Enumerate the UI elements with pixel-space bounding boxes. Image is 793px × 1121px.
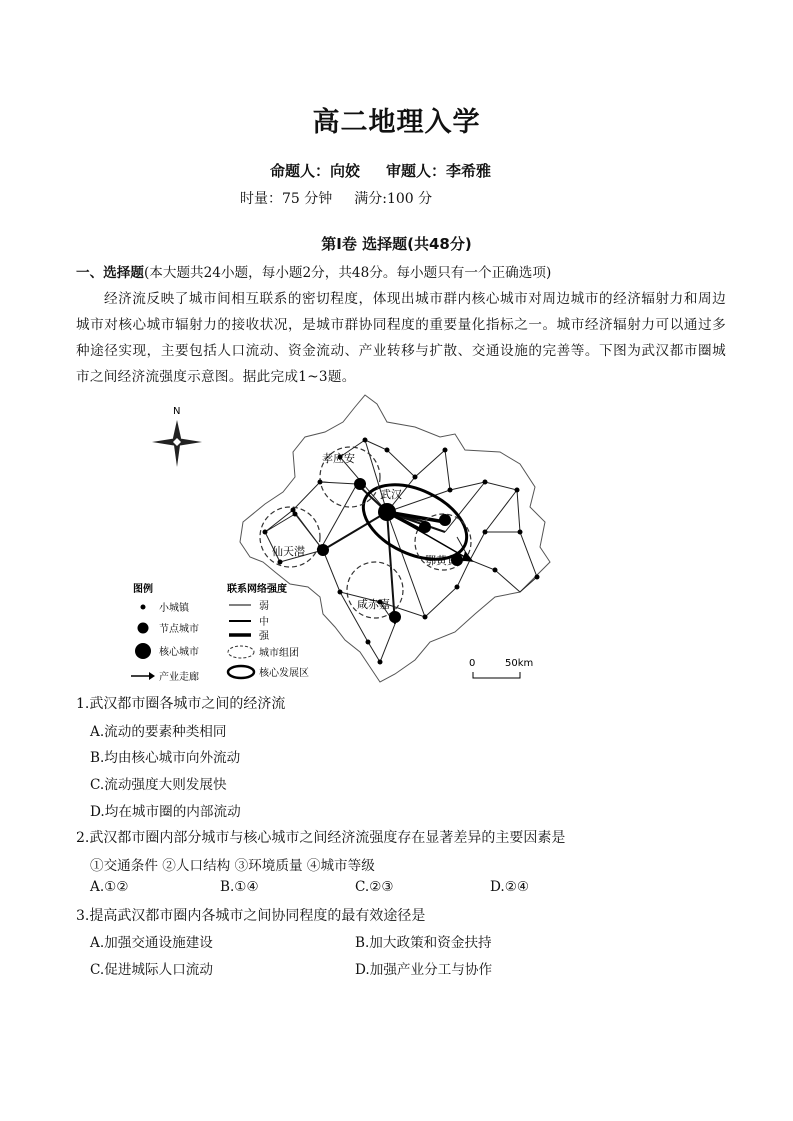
full-score: 满分:100 分 <box>354 191 433 207</box>
question-2-option-b: B.①④ <box>220 879 259 895</box>
question-1-stem: 1.武汉都市圈各城市之间的经济流 <box>76 696 286 712</box>
passage-text: 经济流反映了城市间相互联系的密切程度，体现出城市群内核心城市对周边城市的经济辐射力和周边城市对核心城市辐射力的接收状况，是城市群协同程度的重要量化指标之一。城市经济辐射力可以通过多种途径实现，主要包括人口流动、资金流动、产业转移与扩散、交通设施的完善等。下图为武汉都市圈城市之间经济流强度示意图。据此完成1~3题。 <box>76 291 726 385</box>
legend-core-city: 核心城市 <box>159 647 199 658</box>
legend-weak: 弱 <box>259 601 269 612</box>
legend-strength-title: 联系网络强度 <box>227 584 287 595</box>
question-3-stem: 3.提高武汉都市圈内各城市之间协同程度的最有效途径是 <box>76 908 426 924</box>
wuhan-metro-map <box>125 392 565 687</box>
scale-bar <box>469 658 533 678</box>
map-legend <box>131 582 309 683</box>
question-1-option-c: C.流动强度大则发展快 <box>90 777 227 793</box>
core-city-wuhan <box>378 503 396 521</box>
legend-corridor: 产业走廊 <box>159 672 199 683</box>
north-label: N <box>173 406 181 417</box>
label-wuhan: 武汉 <box>380 488 402 501</box>
question-2-option-a: A.①② <box>90 879 129 895</box>
instruction-text: (本大题共24小题，每小题2分，共48分。每小题只有一个正确选项) <box>143 265 552 281</box>
legend-core-zone: 核心发展区 <box>259 668 309 679</box>
section-instruction <box>76 261 551 281</box>
question-1-option-d: D.均在城市圈的内部流动 <box>90 804 241 820</box>
legend-city-group: 城市组团 <box>259 648 299 659</box>
legend-medium: 中 <box>259 617 269 628</box>
question-1-option-a: A.流动的要素种类相同 <box>90 724 227 740</box>
scale-end: 50km <box>505 658 534 669</box>
city-group-xiantianqian <box>260 507 320 567</box>
legend-small-town: 小城镇 <box>159 603 189 614</box>
time-limit: 时量：75 分钟 <box>240 191 333 207</box>
question-2-option-d: D.②④ <box>490 879 530 895</box>
instruction-label: 一、选择题 <box>76 265 144 281</box>
region-outline <box>240 395 550 682</box>
exam-meta <box>240 188 432 208</box>
question-3-option-c: C.促进城际人口流动 <box>90 962 213 978</box>
legend-strong: 强 <box>259 631 269 642</box>
question-3-option-b: B.加大政策和资金扶持 <box>355 935 492 951</box>
label-xiantianqian: 仙天潜 <box>272 545 305 558</box>
label-xiaogan: 孝应安 <box>322 452 355 465</box>
label-ehuanghuang: 鄂黄黄 <box>425 554 458 567</box>
reading-passage <box>76 286 726 390</box>
question-3-option-d: D.加强产业分工与协作 <box>355 962 493 978</box>
question-2-option-c: C.②③ <box>355 879 394 895</box>
reviewer: 审题人：李希雅 <box>386 162 492 180</box>
author: 命题人：向姣 <box>270 162 361 180</box>
legend-title: 图例 <box>133 584 153 595</box>
question-3-option-a: A.加强交通设施建设 <box>90 935 213 951</box>
question-2-factors: ①交通条件 ②人口结构 ③环境质量 ④城市等级 <box>90 858 375 874</box>
compass-icon <box>152 406 202 467</box>
label-xianchi: 咸赤嘉 <box>357 598 390 611</box>
scale-start: 0 <box>469 658 476 669</box>
page-title: 高二地理入学 <box>312 107 481 138</box>
question-2-stem: 2.武汉都市圈内部分城市与核心城市之间经济流强度存在显著差异的主要因素是 <box>76 830 566 846</box>
city-groups <box>260 447 471 618</box>
section-title: 第Ⅰ卷 选择题(共48分) <box>321 235 472 253</box>
author-line <box>270 160 491 181</box>
question-1-option-b: B.均由核心城市向外流动 <box>90 750 241 766</box>
legend-node-city: 节点城市 <box>159 624 199 635</box>
